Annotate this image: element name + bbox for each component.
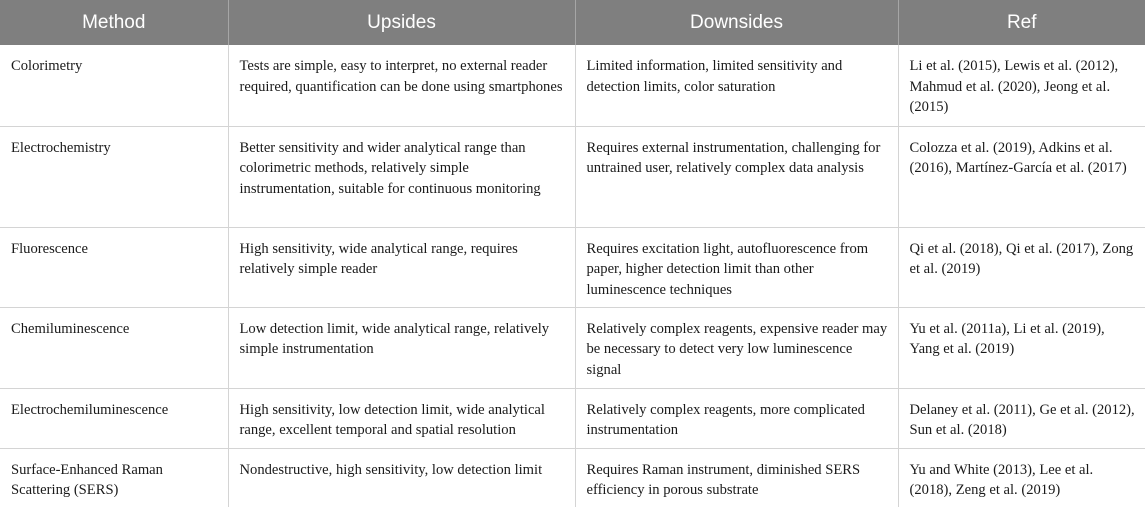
header-row <box>0 0 1145 45</box>
cell-method: Surface-Enhanced Raman Scattering (SERS) <box>11 461 163 498</box>
table-row <box>0 388 1145 448</box>
header-upsides: Upsides <box>228 0 575 45</box>
cell-upsides: High sensitivity, wide analytical range, requires relatively simple reader <box>228 227 575 307</box>
table-header <box>0 0 1145 45</box>
cell-downsides: Requires external instrumentation, challenging for untrained user, relatively complex data analysis <box>575 126 898 227</box>
cell-upsides: Nondestructive, high sensitivity, low detection limit <box>228 448 575 507</box>
cell-method: Colorimetry <box>0 45 228 126</box>
cell-upsides: Low detection limit, wide analytical range, relatively simple instrumentation <box>228 307 575 388</box>
table-row <box>0 126 1145 227</box>
header-method: Method <box>0 0 228 45</box>
cell-method: Chemiluminescence <box>0 307 228 388</box>
cell-method: Electrochemistry <box>0 126 228 227</box>
table-row <box>0 227 1145 307</box>
cell-ref: Li et al. (2015), Lewis et al. (2012), Mahmud et al. (2020), Jeong et al. (2015) <box>898 45 1145 126</box>
cell-ref: Colozza et al. (2019), Adkins et al. (2016), Martínez-García et al. (2017) <box>898 126 1145 227</box>
cell-upsides: High sensitivity, low detection limit, wide analytical range, excellent temporal and spatial resolution <box>228 388 575 448</box>
cell-downsides: Relatively complex reagents, more complicated instrumentation <box>575 388 898 448</box>
table-body <box>0 45 1145 507</box>
cell-downsides: Requires excitation light, autofluorescence from paper, higher detection limit than other luminescence techniques <box>575 227 898 307</box>
table-row <box>0 45 1145 126</box>
cell-ref: Yu et al. (2011a), Li et al. (2019), Yang et al. (2019) <box>898 307 1145 388</box>
cell-downsides: Relatively complex reagents, expensive reader may be necessary to detect very low luminescence signal <box>575 307 898 388</box>
cell-ref: Qi et al. (2018), Qi et al. (2017), Zong et al. (2019) <box>898 227 1145 307</box>
header-downsides: Downsides <box>575 0 898 45</box>
cell-method: Fluorescence <box>0 227 228 307</box>
table-row <box>0 448 1145 507</box>
cell-downsides: Requires Raman instrument, diminished SERS efficiency in porous substrate <box>575 448 898 507</box>
cell-method: Electrochemiluminescence <box>0 388 228 448</box>
header-ref: Ref <box>898 0 1145 45</box>
cell-upsides: Better sensitivity and wider analytical range than colorimetric methods, relatively simple instrumentation, suitable for continuous monitoring <box>228 126 575 227</box>
cell-upsides: Tests are simple, easy to interpret, no external reader required, quantification can be done using smartphones <box>228 45 575 126</box>
cell-ref: Yu and White (2013), Lee et al. (2018), Zeng et al. (2019) <box>898 448 1145 507</box>
cell-downsides: Limited information, limited sensitivity and detection limits, color saturation <box>575 45 898 126</box>
table-row <box>0 307 1145 388</box>
cell-ref: Delaney et al. (2011), Ge et al. (2012), Sun et al. (2018) <box>898 388 1145 448</box>
